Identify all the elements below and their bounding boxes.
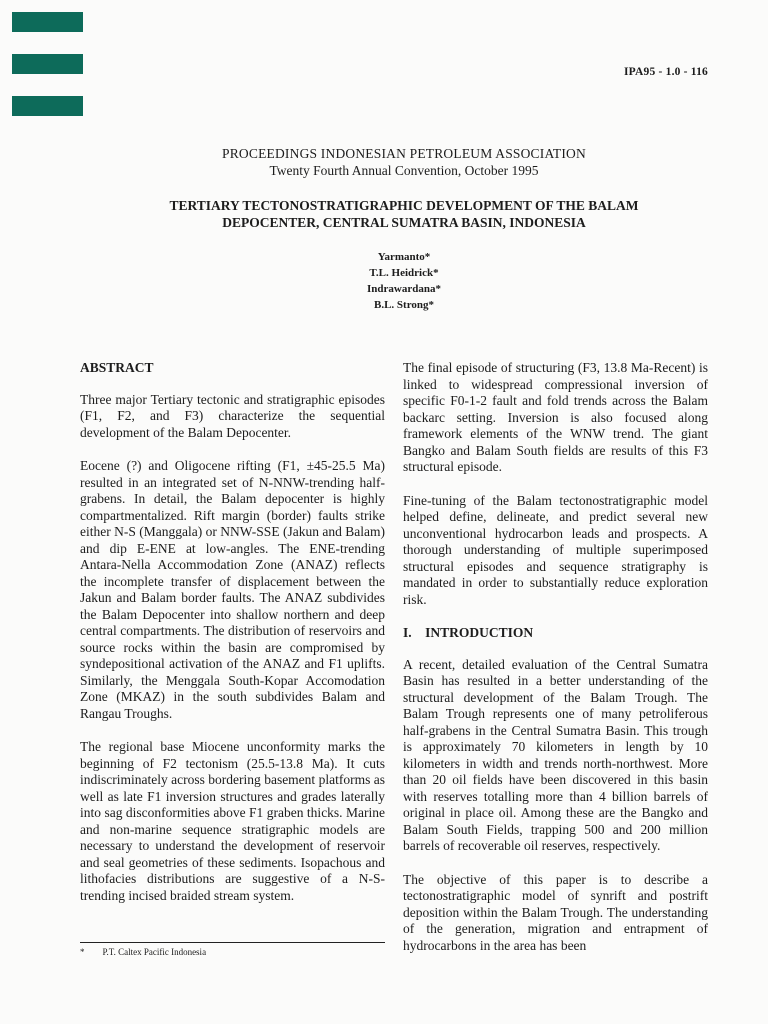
- header-bar-1: [12, 12, 83, 32]
- author: T.L. Heidrick*: [369, 267, 439, 279]
- abstract-paragraph: Fine-tuning of the Balam tectonostratigraphic model helped define, delineate, and predict several new unconventional hydrocarbon leads and prospects. A thorough understanding of multiple superimposed structural episodes and sequence stratigraphy is mandated in order to substantially reduce exploration risk.: [403, 492, 708, 607]
- header-bar-2: [12, 54, 83, 74]
- introduction-paragraph: The objective of this paper is to describe a tectonostratigraphic model of synrift and postrift deposition within the Balam Trough. The understanding of the generation, migration and entrapment of hydrocarbons in the area has been: [403, 871, 708, 953]
- footnote-divider: [80, 942, 385, 943]
- footnote: [80, 947, 206, 957]
- author: Yarmanto*: [377, 251, 431, 263]
- abstract-paragraph: Eocene (?) and Oligocene rifting (F1, ±45-25.5 Ma) resulted in an integrated set of N-NNW-trending half-grabens. In detail, the Balam depocenter is highly compartmentalized. Rift margin (border) faults strike either N-S (Manggala) or NNW-SSE (Jakun and Balam) and dip E-ENE at low-angles. The ENE-trending Antara-Nella Accommodation Zone (ANAZ) reflects the incomplete transfer of displacement between the Jakun and Balam border faults. The ANAZ subdivides the Balam Depocenter into shallow northern and deep central compartments. The distribution of reservoirs and source rocks within the basin are compromised by syndepositional activation of the ANAZ and F1 uplifts. Similarly, the Menggala South-Kopar Accomodation Zone (MKAZ) in the south subdivides Balam and Rangau Troughs.: [80, 458, 385, 721]
- header-bar-3: [12, 96, 83, 116]
- paper-header: [0, 146, 768, 313]
- abstract-heading: ABSTRACT: [80, 360, 154, 375]
- author: B.L. Strong*: [373, 299, 434, 311]
- conference-subtitle: Twenty Fourth Annual Convention, October 1995: [269, 163, 539, 178]
- abstract-paragraph: Three major Tertiary tectonic and stratigraphic episodes (F1, F2, and F3) characterize the sequential development of the Balam Depocenter.: [80, 391, 385, 440]
- left-column: [80, 360, 385, 921]
- abstract-paragraph: The final episode of structuring (F3, 13.8 Ma-Recent) is linked to widespread compressional inversion of specific F0-1-2 fault and fold trends across the Balam backarc setting. Inversion is also focused along framework elements of the WNW trend. The giant Bangko and Balam South fields are results of this F3 structural episode.: [403, 360, 708, 474]
- introduction-paragraph: A recent, detailed evaluation of the Central Sumatra Basin has resulted in a better understanding of the structural development of the Balam Trough. The Balam Trough represents one of many petroliferous half-grabens in the Central Sumatra Basin. This trough is approximately 70 kilometers in length by 10 kilometers in width and trends north-northwest. More than 20 oil fields have been discovered in this basin with reserves totalling more than 4 billion barrels of original in place oil. Among these are the Bangko and Balam South Fields, trapping 500 and 200 million barrels of recoverable oil reserves, respectively.: [403, 656, 708, 853]
- paper-title: [0, 197, 768, 231]
- title-line: TERTIARY TECTONOSTRATIGRAPHIC DEVELOPMENT OF THE BALAM: [169, 198, 639, 213]
- introduction-heading: I. INTRODUCTION: [403, 625, 534, 640]
- title-line: DEPOCENTER, CENTRAL SUMATRA BASIN, INDONESIA: [222, 215, 586, 230]
- right-column: [403, 360, 708, 971]
- author: Indrawardana*: [367, 283, 441, 295]
- document-id: IPA95 - 1.0 - 116: [623, 66, 708, 78]
- footnote-text: P.T. Caltex Pacific Indonesia: [102, 947, 207, 957]
- conference-name: PROCEEDINGS INDONESIAN PETROLEUM ASSOCIATION: [222, 146, 586, 161]
- author-list: [0, 249, 768, 313]
- abstract-paragraph: The regional base Miocene unconformity marks the beginning of F2 tectonism (25.5-13.8 Ma). It cuts indiscriminately across bordering basement platforms as well as late F1 inversion structures and grades laterally into sag disconformities above F1 graben thicks. Marine and non-marine sequence stratigraphic models are necessary to understand the development of reservoir and seal geometries of these sediments. Isopachous and lithofacies distributions are suggestive of a N-S-trending incised braided stream system.: [80, 739, 385, 903]
- footnote-marker: *: [80, 947, 85, 957]
